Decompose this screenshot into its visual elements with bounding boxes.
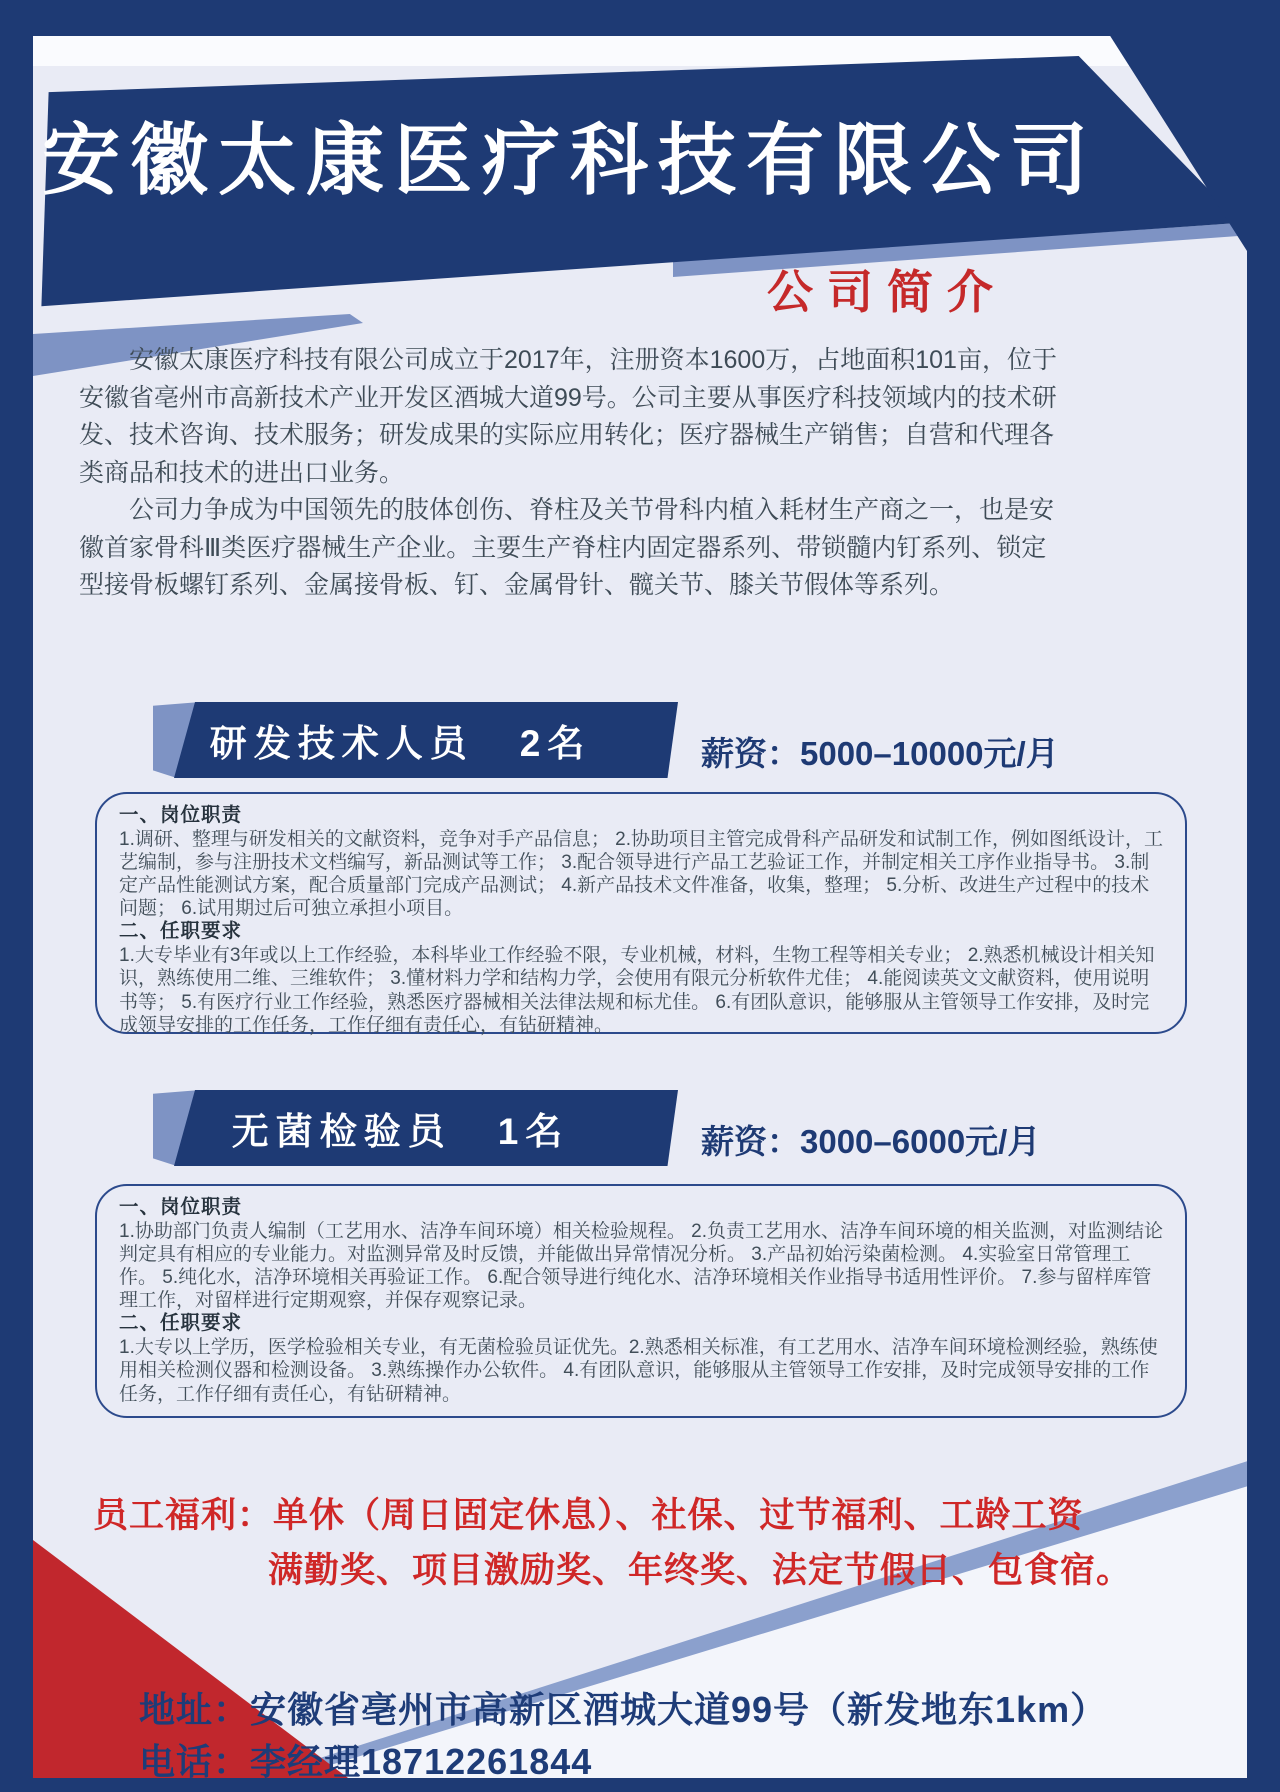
job2-title-banner [153, 1090, 678, 1166]
benefits-label: 员工福利： [93, 1496, 274, 1535]
job1-salary [701, 728, 1059, 775]
job1-description-box [95, 792, 1187, 1034]
address-label: 地址： [139, 1689, 251, 1730]
phone-value: 李经理18712261844 [250, 1741, 593, 1778]
job1-salary-value: 5000–10000元/月 [800, 735, 1059, 772]
company-intro [79, 342, 1067, 605]
job2-headcount: 1名 [497, 1111, 570, 1152]
phone-label: 电话： [139, 1741, 251, 1778]
job1-title-banner [153, 702, 678, 778]
job2-banner-text [153, 1090, 678, 1166]
contact-address-line [139, 1684, 1107, 1736]
job1-salary-label: 薪资： [701, 735, 800, 772]
job2-duties-heading: 一、岗位职责 [119, 1196, 243, 1218]
job1-requirements-text: 1.大专毕业有3年或以上工作经验，本科毕业工作经验不限，专业机械，材料，生物工程等相关专业； 2.熟悉机械设计相关知识，熟练使用二维、三维软件； 3.懂材料力学和结构力学，会使用有限元分析软件尤佳； 4.能阅读英文文献资料，使用说明书等； 5.有医疗行业工作经验，熟悉医疗器械相关法律法规和标尤佳。 6.有团队意识，能够服从主管领导工作安排，及时完成领导安排的工作任务，工作仔细有责任心，有钻研精神。 [119, 945, 1155, 1036]
job2-salary [701, 1116, 1040, 1163]
job1-duties-heading: 一、岗位职责 [119, 804, 243, 826]
job2-salary-label: 薪资： [701, 1123, 800, 1160]
job1-duties-text: 1.调研、整理与研发相关的文献资料，竞争对手产品信息； 2.协助项目主管完成骨科产品研发和试制工作，例如图纸设计，工艺编制，参与注册技术文档编写，新品测试等工作； 3.配合领导进行产品工艺验证工作，并制定相关工序作业指导书。 3.制定产品性能测试方案，配合质量部门完成产品测试； 4.新产品技术文件准备，收集，整理； 5.分析、改进生产过程中的技术问题； 6.试用期过后可独立承担小项目。 [119, 828, 1163, 920]
job2-description-box [95, 1184, 1187, 1418]
job2-duties-text: 1.协助部门负责人编制（工艺用水、洁净车间环境）相关检验规程。 2.负责工艺用水、洁净车间环境的相关监测，对监测结论判定具有相应的专业能力。对监测异常及时反馈，并能做出异常情况分析。 3.产品初始污染菌检测。 4.实验室日常管理工作。 5.纯化水，洁净环境相关再验证工作。 6.配合领导进行纯化水、洁净环境相关作业指导书适用性评价。 7.参与留样库管理工作，对留样进行定期观察，并保存观察记录。 [119, 1220, 1163, 1312]
benefits-block [93, 1488, 1198, 1599]
contact-block [139, 1684, 1107, 1778]
company-title: 安徽太康医疗科技有限公司 [41, 116, 1098, 204]
job1-headcount: 2名 [519, 723, 592, 764]
company-profile-heading: 公司简介 [767, 266, 1007, 318]
job1-title: 研发技术人员 [209, 723, 474, 764]
address-value: 安徽省亳州市高新区酒城大道99号（新发地东1km） [250, 1689, 1108, 1730]
benefits-line-1 [93, 1488, 1198, 1543]
job2-requirements-text: 1.大专以上学历，医学检验相关专业，有无菌检验员证优先。2.熟悉相关标准，有工艺用水、洁净车间环境检测经验，熟练使用相关检测仪器和检测设备。 3.熟练操作办公软件。 4.有团队意识，能够服从主管领导工作安排，及时完成领导安排的工作任务，工作仔细有责任心，有钻研精神。 [119, 1337, 1158, 1405]
job2-salary-value: 3000–6000元/月 [800, 1123, 1041, 1160]
benefits-text-1: 单休（周日固定休息）、社保、过节福利、工龄工资 [273, 1496, 1084, 1535]
job2-title: 无菌检验员 [231, 1111, 452, 1152]
intro-paragraph-2: 公司力争成为中国领先的肢体创伤、脊柱及关节骨科内植入耗材生产商之一，也是安徽首家骨科Ⅲ类医疗器械生产企业。主要生产脊柱内固定器系列、带锁髓内钉系列、锁定型接骨板螺钉系列、金属接骨板、钉、金属骨针、髋关节、膝关节假体等系列。 [79, 496, 1055, 599]
benefits-line-2: 满勤奖、项目激励奖、年终奖、法定节假日、包食宿。 [268, 1551, 1133, 1591]
job2-requirements-heading: 二、任职要求 [119, 1312, 243, 1335]
poster-inner-area [33, 36, 1247, 1778]
job1-requirements-heading: 二、任职要求 [119, 920, 243, 943]
job1-banner-text [153, 702, 678, 778]
intro-paragraph-1: 安徽太康医疗科技有限公司成立于2017年，注册资本1600万，占地面积101亩，位于安徽省亳州市高新技术产业开发区酒城大道99号。公司主要从事医疗科技领域内的技术研发、技术咨询、技术服务；研发成果的实际应用转化；医疗器械生产销售；自营和代理各类商品和技术的进出口业务。 [79, 346, 1057, 487]
contact-phone-line [139, 1736, 1107, 1778]
